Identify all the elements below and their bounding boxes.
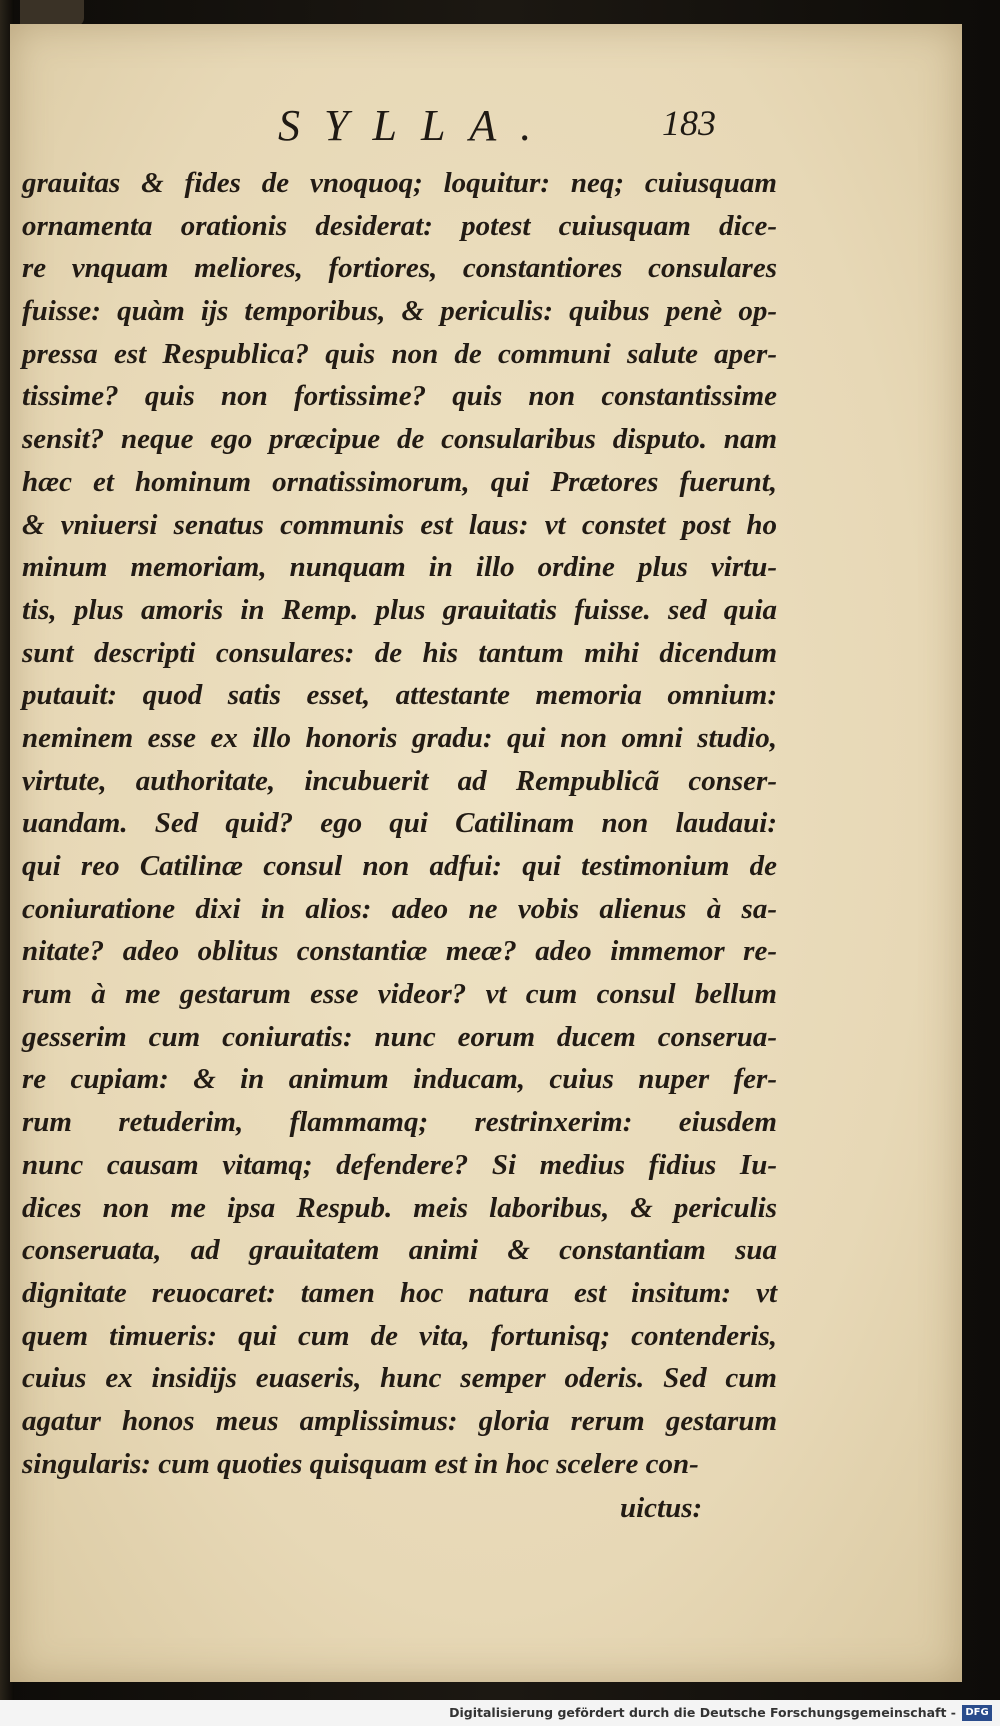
text-line: dices non me ipsa Respub. meis laboribus, & periculis (22, 1191, 777, 1224)
text-line: qui reo Catilinæ consul non adfui: qui testimonium de (22, 850, 777, 882)
text-line: tissime? quis non fortissime? quis non constantissime (22, 380, 777, 413)
text-line: rum à me gestarum esse videor? vt cum consul bellum (22, 978, 777, 1011)
text-line: tis, plus amoris in Remp. plus grauitatis fuisse. sed quia (22, 593, 777, 626)
text-line: nitate? adeo oblitus constantiæ meæ? adeo immemor re- (22, 935, 777, 968)
text-line: quem timueris: qui cum de vita, fortunisq; contenderis, (22, 1319, 777, 1352)
text-line: fuisse: quàm ijs temporibus, & periculis: quibus penè op- (22, 295, 777, 328)
page-number: 183 (662, 103, 716, 143)
text-line: neminem esse ex illo honoris gradu: qui non omni studio, (22, 721, 777, 754)
text-line: sensit? neque ego præcipue de consularibus disputo. nam (22, 423, 777, 456)
catchword: uictus: (620, 1492, 703, 1524)
text-line: re cupiam: & in animum inducam, cuius nuper fer- (22, 1063, 777, 1096)
text-line: agatur honos meus amplissimus: gloria rerum gestarum (22, 1404, 777, 1437)
text-line: gesserim cum coniuratis: nunc eorum ducem conserua- (22, 1020, 777, 1053)
text-line: pressa est Respublica? quis non de communi salute aper- (22, 337, 777, 370)
text-line: conseruata, ad grauitatem animi & constantiam sua (22, 1234, 777, 1267)
digitization-footer (0, 1700, 1000, 1726)
text-line: rum retuderim, flammamq; restrinxerim: eiusdem (22, 1106, 777, 1139)
text-line: coniuratione dixi in alios: adeo ne vobis alienus à sa- (22, 892, 777, 925)
text-line: hæc et hominum ornatissimorum, qui Prætores fuerunt, (22, 465, 777, 498)
body-text (22, 162, 777, 1485)
text-line: ornamenta orationis desiderat: potest cuiusquam dice- (22, 209, 777, 242)
text-line: nunc causam vitamq; defendere? Si medius fidius Iu- (22, 1148, 777, 1181)
cover-corner (20, 0, 84, 26)
dfg-logo-icon: DFG (962, 1705, 992, 1721)
running-head-title: SYLLA. (278, 101, 556, 150)
text-line: re vnquam meliores, fortiores, constantiores consulares (22, 252, 777, 285)
text-line: grauitas & fides de vnoquoq; loquitur: neq; cuiusquam (22, 167, 777, 199)
text-line: minum memoriam, nunquam in illo ordine plus virtu- (22, 551, 777, 584)
text-line: uandam. Sed quid? ego qui Catilinam non laudaui: (22, 807, 777, 840)
text-line: & vniuersi senatus communis est laus: vt constet post ho (22, 508, 777, 541)
text-line: putauit: quod satis esset, attestante memoria omnium: (22, 679, 777, 712)
text-line: sunt descripti consulares: de his tantum mihi dicendum (22, 636, 777, 669)
text-line: virtute, authoritate, incubuerit ad Rempublicã conser- (22, 764, 777, 797)
footer-credit: Digitalisierung gefördert durch die Deutsche Forschungsgemeinschaft - (449, 1705, 956, 1720)
book-page (10, 24, 962, 1682)
text-line: dignitate reuocaret: tamen hoc natura est insitum: vt (22, 1276, 777, 1309)
running-head (10, 100, 962, 160)
text-line: singularis: cum quoties quisquam est in hoc scelere con- (22, 1447, 699, 1480)
text-line: cuius ex insidijs euaseris, hunc semper oderis. Sed cum (22, 1362, 777, 1395)
